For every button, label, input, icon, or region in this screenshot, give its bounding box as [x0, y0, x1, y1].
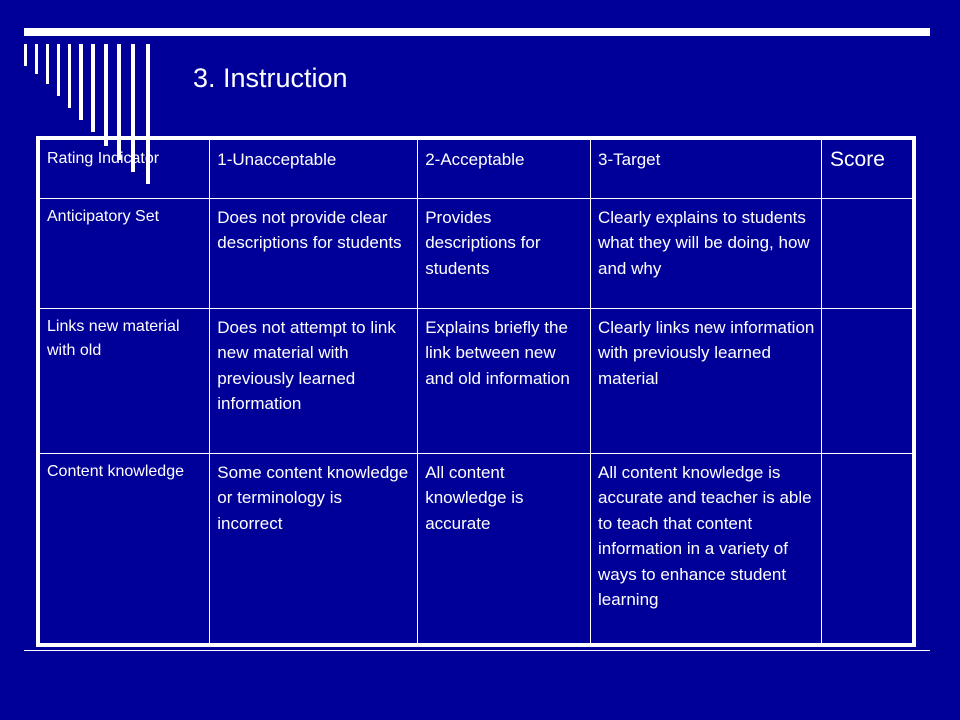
decorative-bar [68, 44, 71, 108]
slide-title: 3. Instruction [193, 63, 348, 93]
bottom-rule [24, 650, 930, 651]
acceptable-cell: All content knowledge is accurate [418, 453, 591, 645]
score-cell [822, 308, 914, 453]
target-cell: Clearly links new information with previously learned material [591, 308, 822, 453]
decorative-bar [91, 44, 95, 132]
indicator-cell: Content knowledge [38, 453, 210, 645]
indicator-cell: Links new material with old [38, 308, 210, 453]
unacceptable-cell: Does not attempt to link new material with previously learned information [210, 308, 418, 453]
target-cell: All content knowledge is accurate and teacher is able to teach that content information in a variety of ways to enhance student learning [591, 453, 822, 645]
header-target: 3-Target [591, 138, 822, 198]
header-row [38, 138, 914, 198]
decorative-bar [24, 44, 27, 66]
table-row [38, 308, 914, 453]
score-cell [822, 453, 914, 645]
table-row [38, 453, 914, 645]
decorative-bar [57, 44, 60, 96]
target-cell: Clearly explains to students what they will be doing, how and why [591, 198, 822, 308]
top-rule [24, 28, 930, 36]
table-row [38, 198, 914, 308]
unacceptable-cell: Does not provide clear descriptions for students [210, 198, 418, 308]
rubric-table [36, 136, 916, 647]
header-acceptable: 2-Acceptable [418, 138, 591, 198]
score-cell [822, 198, 914, 308]
decorative-bar [104, 44, 108, 146]
header-rating-indicator: Rating Indicator [38, 138, 210, 198]
indicator-cell: Anticipatory Set [38, 198, 210, 308]
decorative-bar [46, 44, 49, 84]
header-unacceptable: 1-Unacceptable [210, 138, 418, 198]
unacceptable-cell: Some content knowledge or terminology is incorrect [210, 453, 418, 645]
decorative-bar [79, 44, 83, 120]
decorative-bar [35, 44, 38, 74]
acceptable-cell: Provides descriptions for students [418, 198, 591, 308]
header-score: Score [822, 138, 914, 198]
acceptable-cell: Explains briefly the link between new and old information [418, 308, 591, 453]
